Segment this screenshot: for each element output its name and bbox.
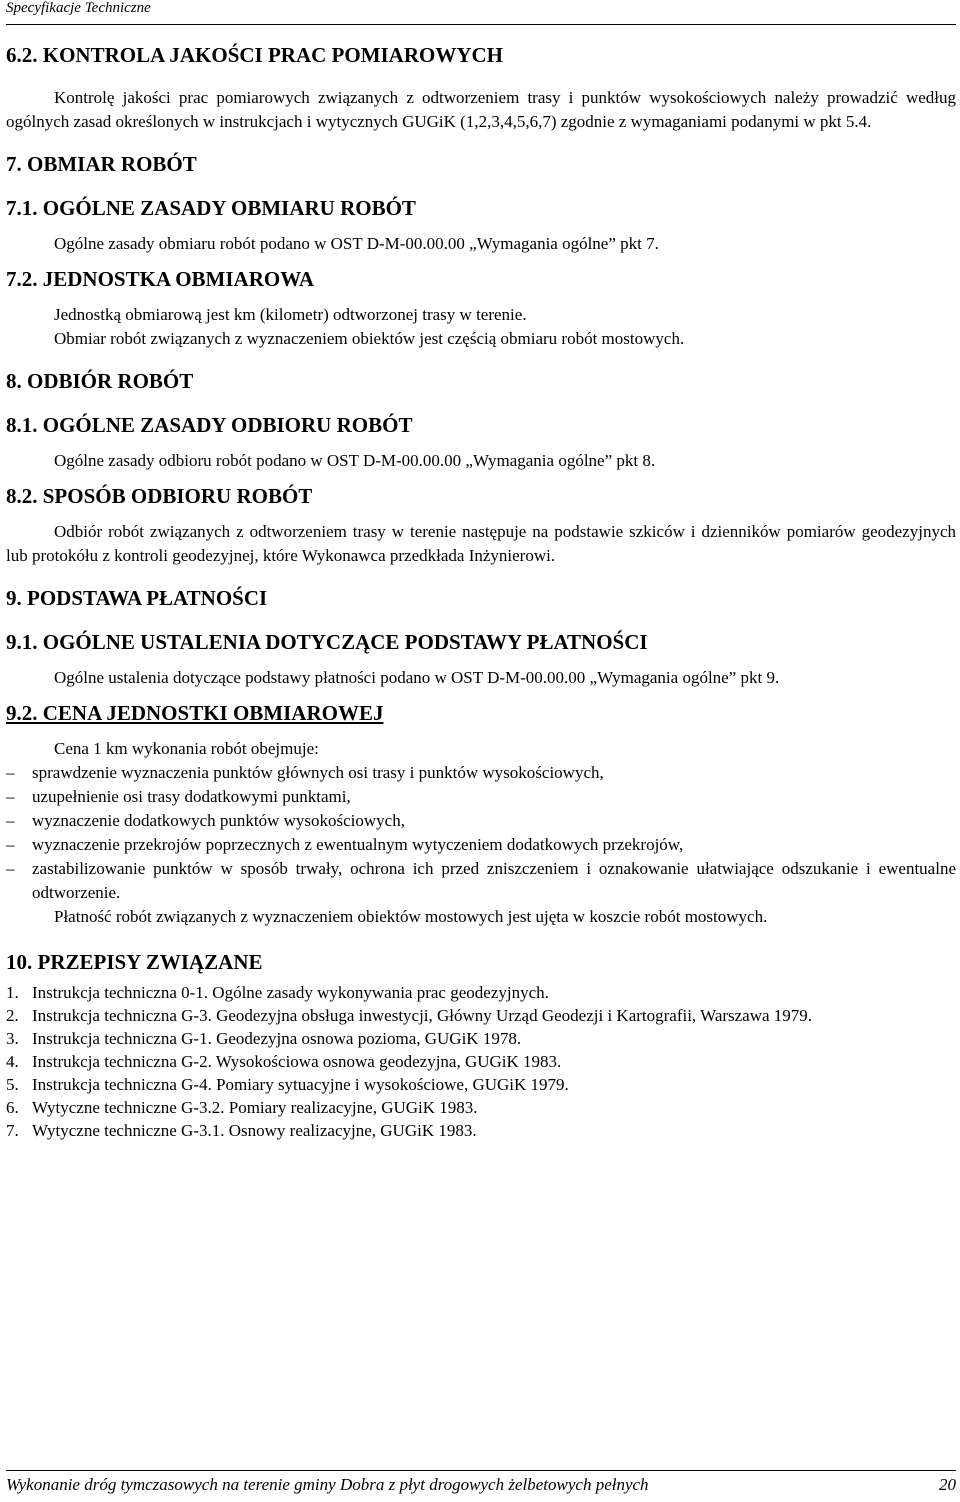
regulations-list [6,981,956,1142]
section-8-1-heading: 8.1. OGÓLNE ZASADY ODBIORU ROBÓT [6,413,413,437]
list-item: – zastabilizowanie punktów w sposób trwały, ochrona ich przed zniszczeniem i oznakowanie ułatwiające odszukanie i ewentualne odtworzenie. [6,859,956,902]
section-7-2-paragraph-1: Jednostką obmiarową jest km (kilometr) odtworzonej trasy w terenie. [54,305,527,324]
section-10-heading: 10. PRZEPISY ZWIĄZANE [6,950,263,974]
list-item: – uzupełnienie osi trasy dodatkowymi punktami, [6,785,956,809]
dash-bullet: – [6,763,15,782]
section-8-1-paragraph: Ogólne zasady odbioru robót podano w OST D-M-00.00.00 „Wymagania ogólne” pkt 8. [54,451,656,470]
section-9-heading: 9. PODSTAWA PŁATNOŚCI [6,586,268,610]
section-6-2-heading: 6.2. KONTROLA JAKOŚCI PRAC POMIAROWYCH [6,43,504,67]
dash-bullet: – [6,835,15,854]
section-7-2-paragraph-2: Obmiar robót związanych z wyznaczeniem obiektów jest częścią obmiaru robót mostowych. [54,329,685,348]
section-6-2-paragraph: Kontrolę jakości prac pomiarowych związanych z odtworzeniem trasy i punktów wysokościowych należy prowadzić według ogólnych zasad określonych w instrukcjach i wytycznych GUGiK (1,2,3,4,5,6,7) zgodnie z wymaganiami podanymi w pkt 5.4. [6,88,956,131]
section-7-heading: 7. OBMIAR ROBÓT [6,152,197,176]
page-header [6,0,956,25]
list-item: 6. Wytyczne techniczne G-3.2. Pomiary realizacyjne, GUGiK 1983. [6,1098,478,1117]
section-9-2-closing: Płatność robót związanych z wyznaczeniem obiektów mostowych jest ujęta w koszcie robót mostowych. [54,907,768,926]
page-number: 20 [939,1475,956,1494]
footer-title: Wykonanie dróg tymczasowych na terenie gminy Dobra z płyt drogowych żelbetowych pełnych [6,1475,649,1494]
section-9-1-heading: 9.1. OGÓLNE USTALENIA DOTYCZĄCE PODSTAWY PŁATNOŚCI [6,630,648,654]
list-item: – wyznaczenie przekrojów poprzecznych z ewentualnym wytyczeniem dodatkowych przekrojów, [6,833,956,857]
section-7-1-paragraph: Ogólne zasady obmiaru robót podano w OST D-M-00.00.00 „Wymagania ogólne” pkt 7. [54,234,659,253]
section-9-2-intro: Cena 1 km wykonania robót obejmuje: [54,739,319,758]
dash-bullet: – [6,787,15,806]
dash-bullet: – [6,811,15,830]
list-item: 4. Instrukcja techniczna G-2. Wysokościowa osnowa geodezyjna, GUGiK 1983. [6,1052,562,1071]
page-footer [6,1470,956,1495]
header-title: Specyfikacje Techniczne [6,0,151,16]
list-item: – wyznaczenie dodatkowych punktów wysokościowych, [6,809,956,833]
section-8-2-paragraph: Odbiór robót związanych z odtworzeniem trasy w terenie następuje na podstawie szkiców i dzienników pomiarów geodezyjnych lub protokółu z kontroli geodezyjnej, które Wykonawca przedkłada Inżynierowi. [6,522,956,565]
list-item: – sprawdzenie wyznaczenia punktów głównych osi trasy i punktów wysokościowych, [6,761,956,785]
section-8-2-heading: 8.2. SPOSÓB ODBIORU ROBÓT [6,484,313,508]
document-body [6,42,956,1142]
cost-items-list [6,761,956,905]
dash-bullet: – [6,859,15,878]
section-9-2-heading: 9.2. CENA JEDNOSTKI OBMIAROWEJ [6,701,384,725]
section-7-1-heading: 7.1. OGÓLNE ZASADY OBMIARU ROBÓT [6,196,416,220]
list-item: 1. Instrukcja techniczna 0-1. Ogólne zasady wykonywania prac geodezyjnych. [6,983,549,1002]
list-item: 3. Instrukcja techniczna G-1. Geodezyjna osnowa pozioma, GUGiK 1978. [6,1029,522,1048]
list-item: 5. Instrukcja techniczna G-4. Pomiary sytuacyjne i wysokościowe, GUGiK 1979. [6,1075,569,1094]
section-9-1-paragraph: Ogólne ustalenia dotyczące podstawy płatności podano w OST D-M-00.00.00 „Wymagania ogólne” pkt 9. [54,668,780,687]
section-8-heading: 8. ODBIÓR ROBÓT [6,369,194,393]
list-item: 2. Instrukcja techniczna G-3. Geodezyjna obsługa inwestycji, Główny Urząd Geodezji i Kartografii, Warszawa 1979. [6,1006,813,1025]
section-7-2-heading: 7.2. JEDNOSTKA OBMIAROWA [6,267,315,291]
list-item: 7. Wytyczne techniczne G-3.1. Osnowy realizacyjne, GUGiK 1983. [6,1121,477,1140]
